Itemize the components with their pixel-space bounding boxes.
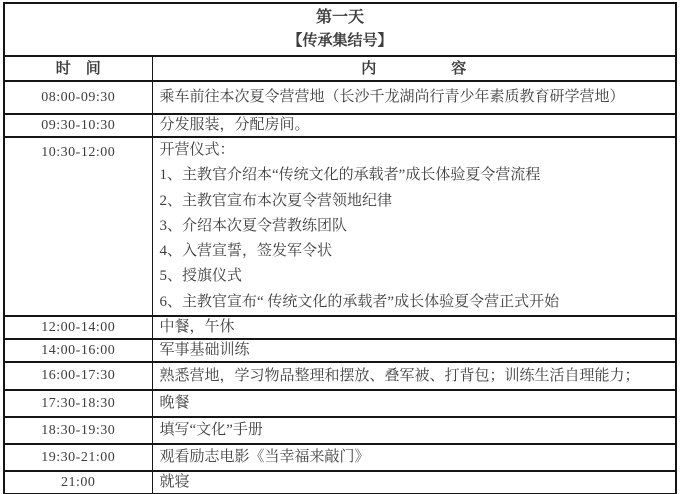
content-line: 熟悉营地，学习物品整理和摆放、叠军被、打背包；训练生活自理能力；	[159, 367, 640, 384]
table-row	[4, 339, 676, 362]
day-title: 第一天	[315, 9, 364, 26]
table-row	[4, 114, 676, 137]
content-line: 就寝	[159, 474, 190, 491]
content-cell	[152, 444, 676, 471]
title-row	[4, 3, 676, 56]
content-line: 中餐，午休	[159, 319, 235, 336]
content-line: 5、授旗仪式	[159, 268, 243, 285]
content-line: 观看励志电影《当幸福来敲门》	[159, 449, 370, 466]
table-row	[4, 137, 676, 316]
schedule-body	[4, 3, 676, 494]
header-row	[4, 56, 676, 81]
content-cell	[152, 339, 676, 362]
content-column-header: 内 容	[152, 56, 676, 81]
content-cell	[152, 390, 676, 417]
content-line: 开营仪式：	[159, 142, 235, 158]
time-cell: 18:30-19:30	[4, 417, 152, 444]
content-cell	[152, 417, 676, 444]
time-cell: 08:00-09:30	[4, 81, 152, 114]
session-title: 【传承集结号】	[287, 33, 393, 49]
table-row	[4, 471, 676, 494]
time-cell: 16:00-17:30	[4, 362, 152, 390]
content-cell	[152, 316, 676, 339]
time-cell: 10:30-12:00	[4, 137, 152, 316]
content-cell	[152, 471, 676, 494]
table-row	[4, 417, 676, 444]
table-row	[4, 390, 676, 417]
time-cell: 14:00-16:00	[4, 339, 152, 362]
content-cell	[152, 81, 676, 114]
content-line: 乘车前往本次夏令营营地（长沙千龙湖尚行青少年素质教育研学营地）	[159, 89, 625, 105]
time-cell: 09:30-10:30	[4, 114, 152, 137]
content-line: 军事基础训练	[159, 342, 250, 359]
content-line: 2、主教官宣布本次夏令营领地纪律	[159, 192, 393, 209]
time-cell: 17:30-18:30	[4, 390, 152, 417]
content-line: 3、介绍本次夏令营教练团队	[159, 217, 348, 234]
table-row	[4, 81, 676, 114]
time-column-header: 时 间	[4, 56, 152, 81]
content-line: 6、主教官宣布“ 传统文化的承载者”成长体验夏令营正式开始	[159, 293, 560, 310]
schedule-table	[3, 2, 677, 494]
content-line: 填写“文化”手册	[159, 422, 263, 439]
title-cell	[4, 3, 676, 56]
time-cell: 12:00-14:00	[4, 316, 152, 339]
content-line: 1、主教官介绍本“传统文化的承载者”成长体验夏令营流程	[159, 167, 541, 184]
content-line: 4、入营宣誓，签发军令状	[159, 243, 333, 260]
time-cell: 19:30-21:00	[4, 444, 152, 471]
content-cell	[152, 137, 676, 316]
time-cell: 21:00	[4, 471, 152, 494]
content-cell	[152, 362, 676, 390]
content-line: 晚餐	[159, 395, 190, 412]
content-cell	[152, 114, 676, 137]
table-row	[4, 444, 676, 471]
content-line: 分发服装，分配房间。	[159, 117, 310, 133]
table-row	[4, 316, 676, 339]
table-row	[4, 362, 676, 390]
